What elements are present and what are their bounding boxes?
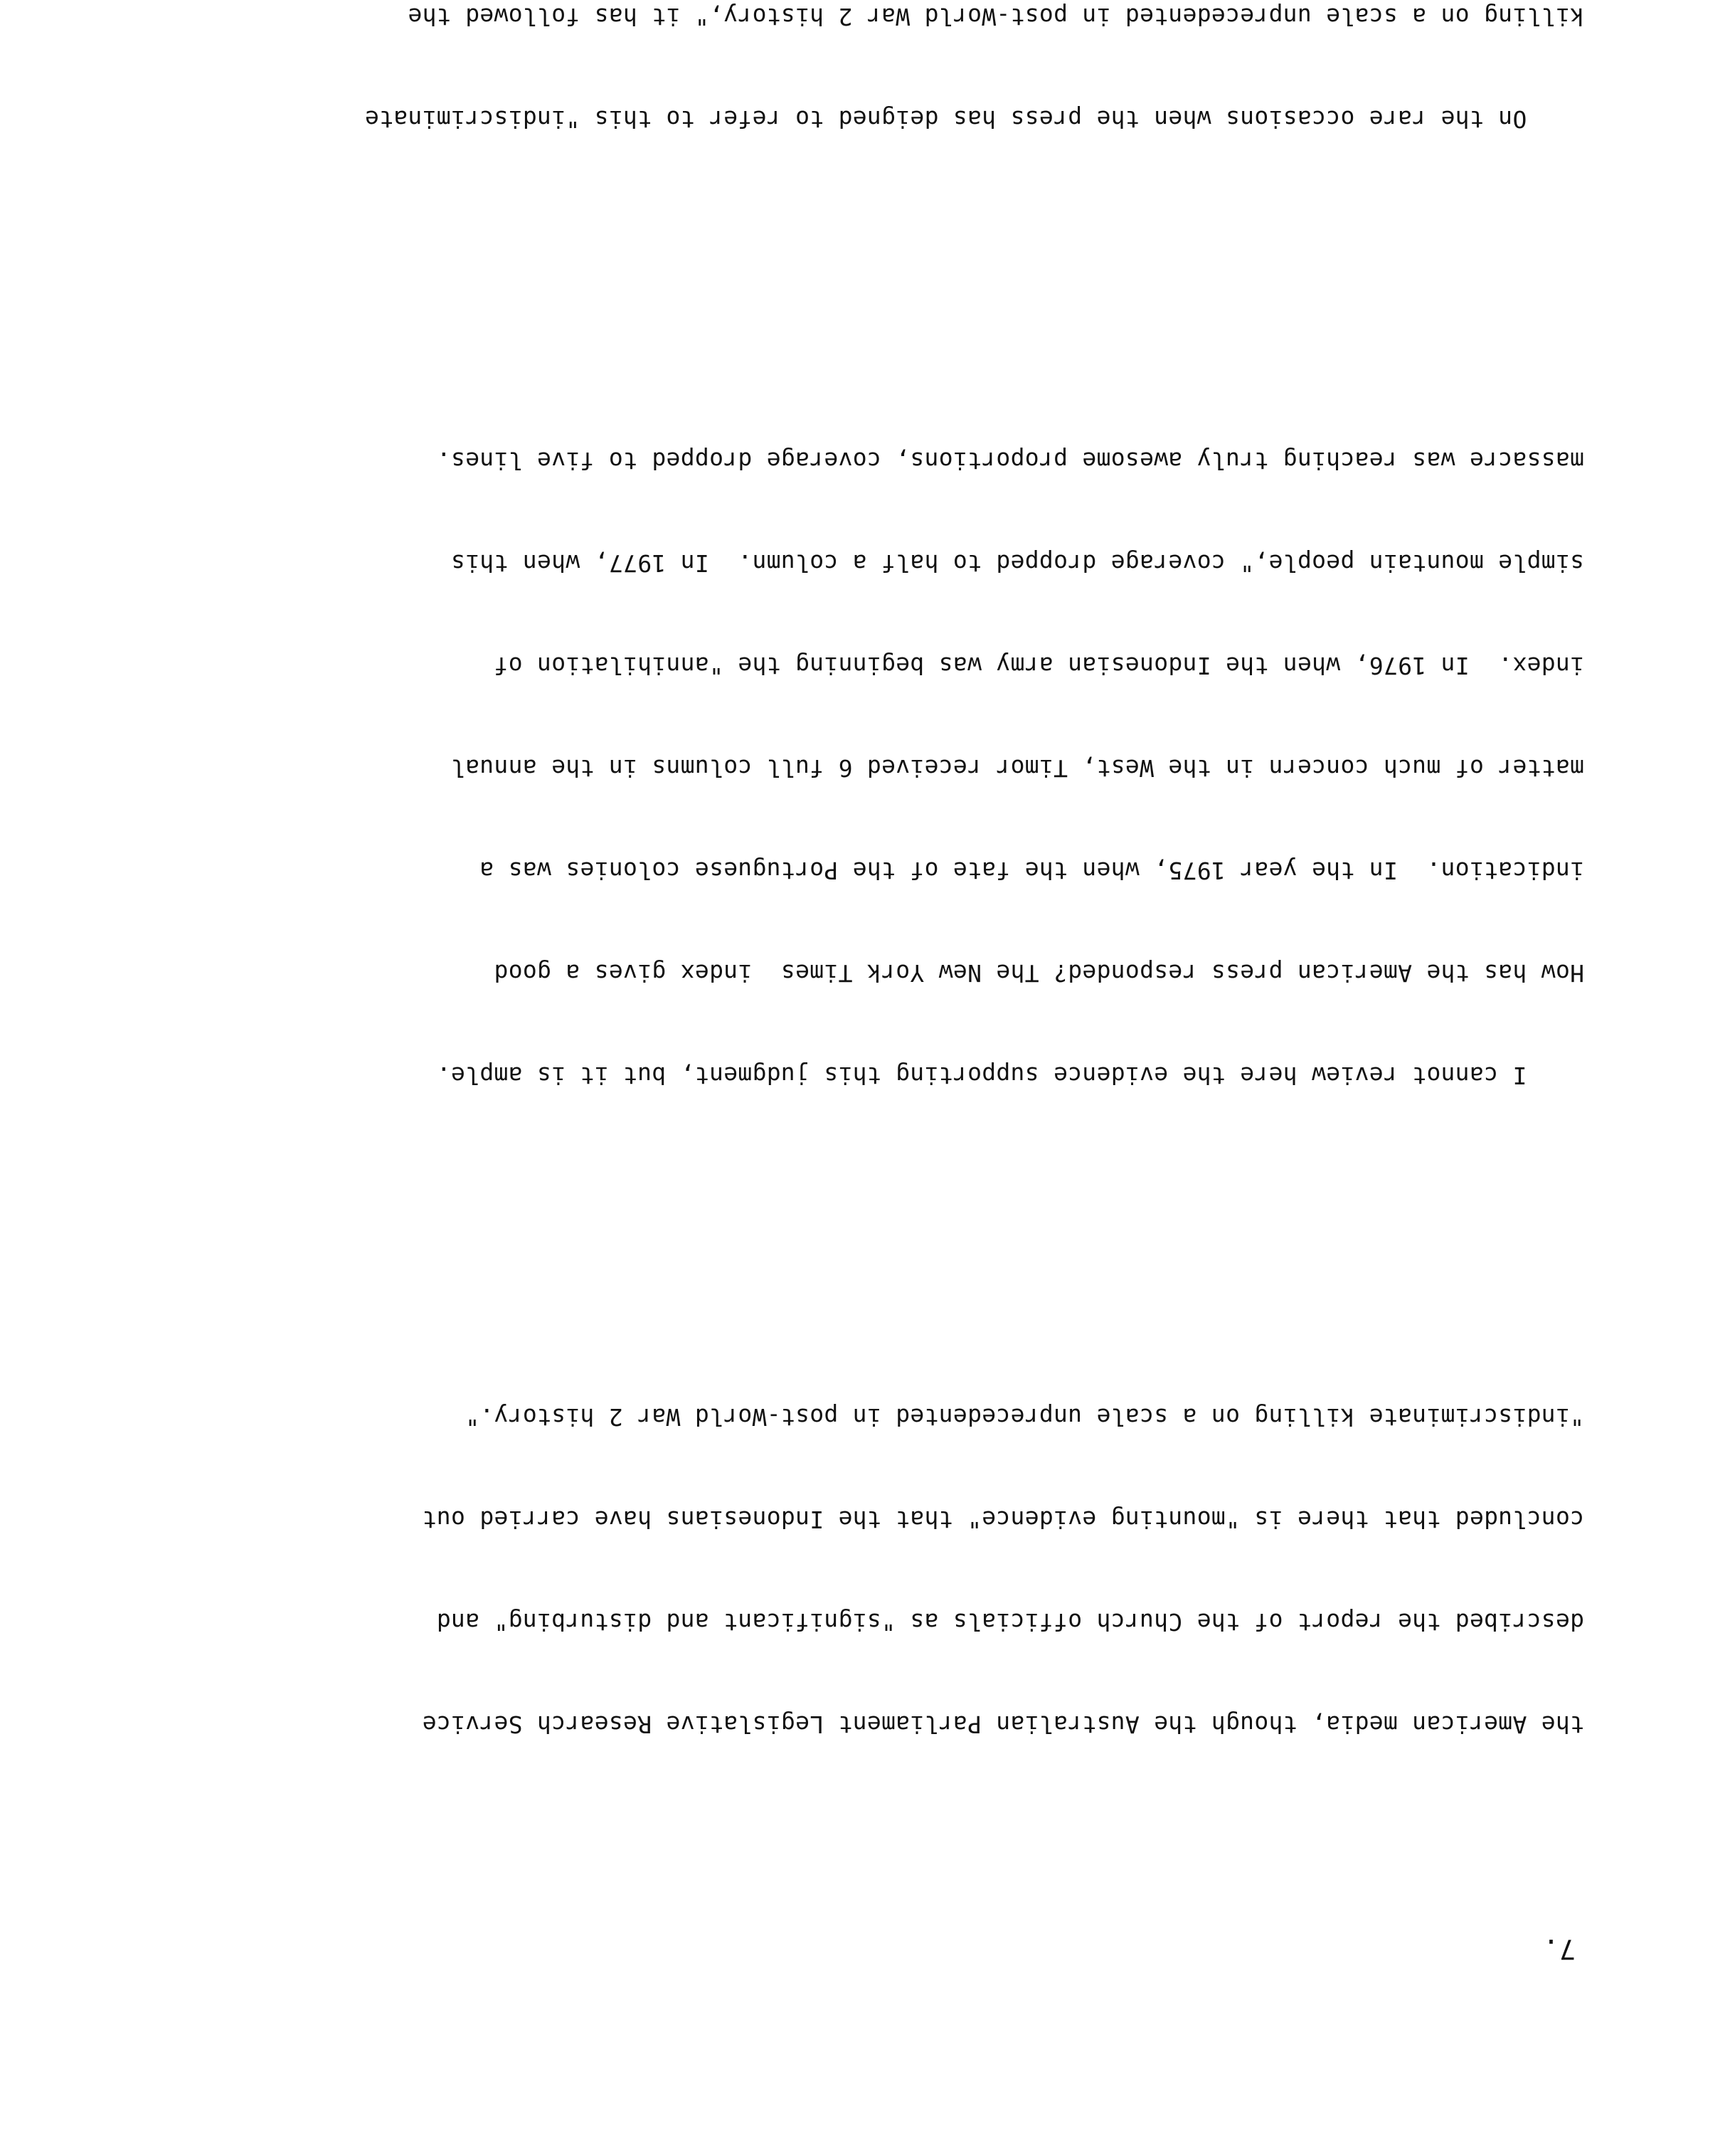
- paragraph-3: [133, 0, 1584, 204]
- text-line: How has the American press responded? The New York Times index gives a good: [494, 959, 1584, 987]
- text-line: I cannot review here the evidence supporting this judgment, but it is ample.: [436, 1062, 1584, 1089]
- text-line: killing on a scale unprecedented in post-World War 2 history," it has followed the: [408, 3, 1584, 31]
- text-line: described the report of the Church officials as "significant and disturbing" and: [436, 1608, 1584, 1636]
- text-line: massacre was reaching truly awesome proportions, coverage dropped to five lines.: [436, 447, 1584, 475]
- text-line: indication. In the year 1975, when the fate of the Portuguese colonies was a: [479, 857, 1584, 884]
- text-line: simple mountain people," coverage dropped to half a column. In 1977, when this: [450, 549, 1584, 577]
- text-line: index. In 1976, when the Indonesian army was beginning the "annihilation of: [494, 652, 1584, 680]
- page-number: 7.: [1542, 1933, 1576, 1965]
- paragraph-gap: [133, 273, 1584, 307]
- text-line: the American media, though the Australian Parliament Legislative Research Service: [422, 1711, 1584, 1738]
- paragraph-1: [133, 1331, 1584, 1809]
- paragraph-gap: [133, 1229, 1584, 1263]
- paragraph-2: [133, 375, 1584, 1161]
- text-line: On the rare occasions when the press has deigned to refer to this "indiscriminate: [364, 105, 1584, 133]
- text-line: matter of much concern in the West, Timor received 6 full columns in the annual: [450, 754, 1584, 782]
- text-line: "indiscriminate killing on a scale unprecedented in post-World War 2 history.": [465, 1403, 1584, 1431]
- document-body: [133, 0, 1584, 2039]
- text-line: concluded that there is "mounting evidence" that the Indonesians have carried out: [422, 1506, 1584, 1533]
